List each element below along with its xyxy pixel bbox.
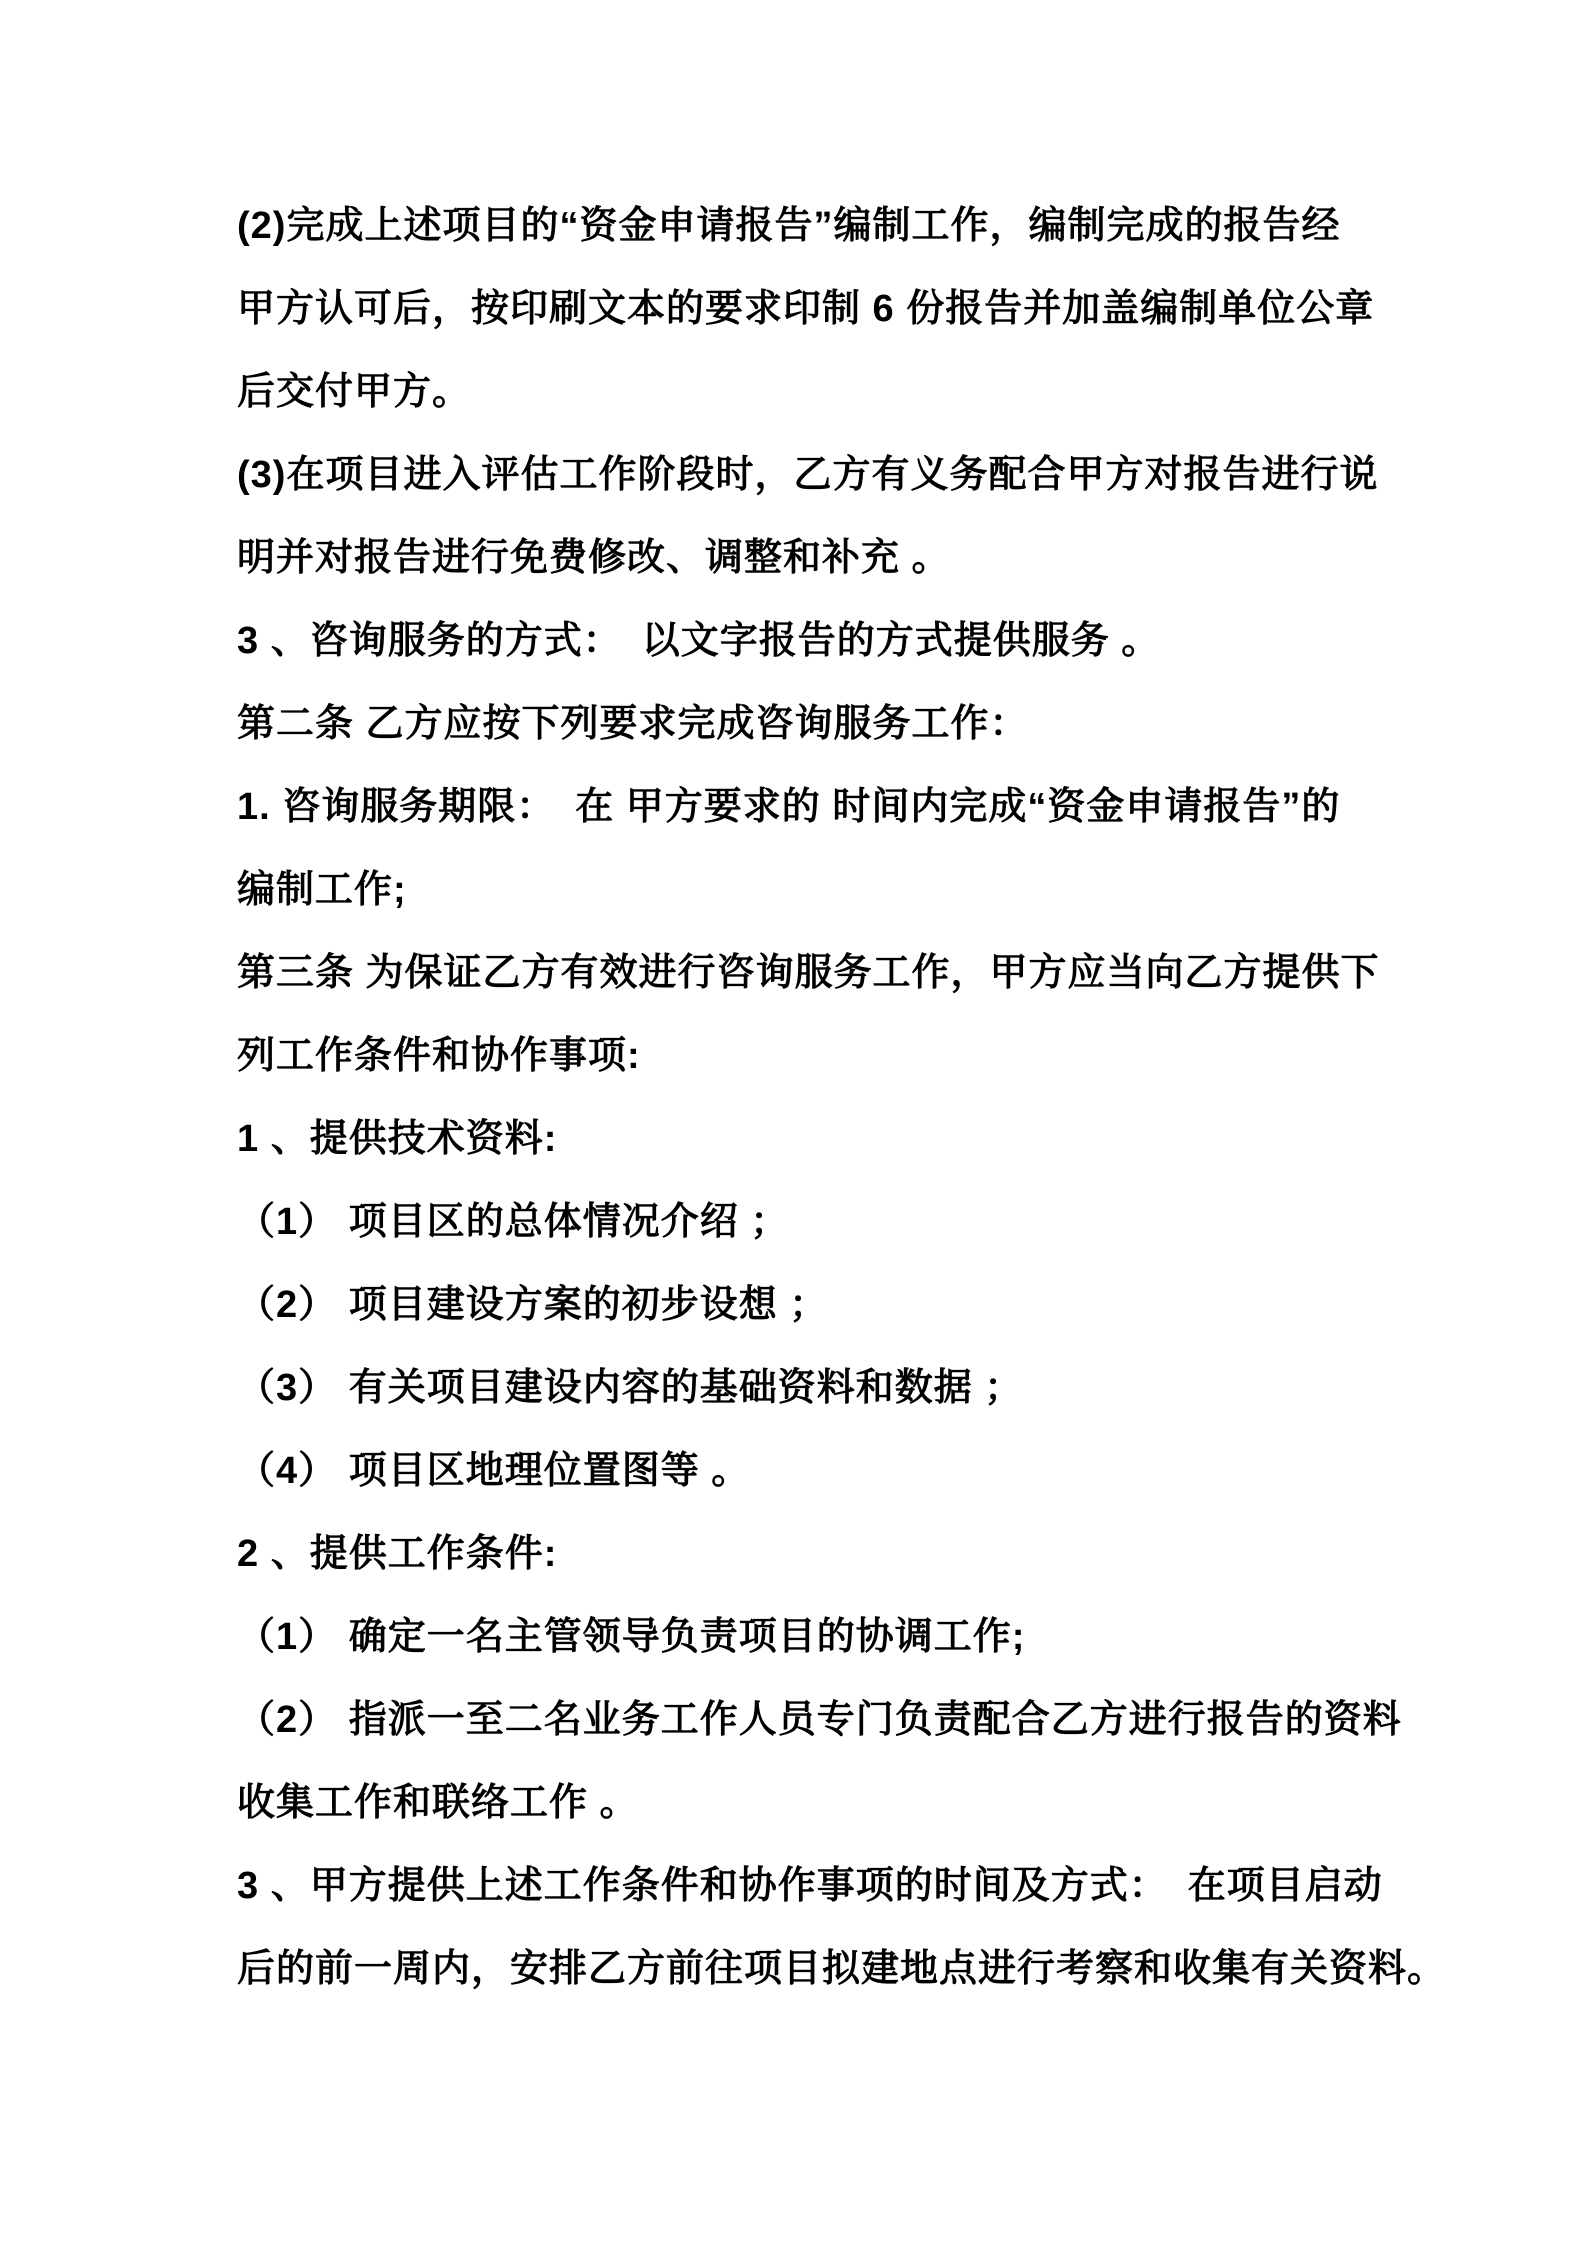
document-line: （3） 有关项目建设内容的基础资料和数据 ； bbox=[237, 1367, 1024, 1409]
document-line: 1 、提供技术资料: bbox=[237, 1118, 558, 1160]
document-line: （1） 项目区的总体情况介绍 ； bbox=[237, 1201, 790, 1243]
document-line: 甲方认可后，按印刷文本的要求印制 6 份报告并加盖编制单位公章 bbox=[237, 288, 1375, 330]
document-line: 后的前一周内，安排乙方前往项目拟建地点进行考察和收集有关资料。 bbox=[237, 1948, 1447, 1990]
document-line: 2 、提供工作条件: bbox=[237, 1533, 558, 1575]
document-line: 收集工作和联络工作 。 bbox=[237, 1782, 639, 1824]
document-line: 3 、甲方提供上述工作条件和协作事项的时间及方式： 在项目启动 bbox=[237, 1865, 1383, 1907]
document-line: （4） 项目区地理位置图等 。 bbox=[237, 1450, 751, 1492]
document-line: 编制工作; bbox=[237, 869, 407, 911]
document-line: 1. 咨询服务期限： 在 甲方要求的 时间内完成“资金申请报告”的 bbox=[237, 786, 1341, 828]
document-line: 3 、咨询服务的方式： 以文字报告的方式提供服务 。 bbox=[237, 620, 1161, 662]
document-line: （2） 项目建设方案的初步设想 ； bbox=[237, 1284, 829, 1326]
document-line: 第二条 乙方应按下列要求完成咨询服务工作： bbox=[237, 703, 1029, 745]
document-line: 后交付甲方。 bbox=[237, 371, 472, 413]
document-line: （2） 指派一至二名业务工作人员专门负责配合乙方进行报告的资料 bbox=[237, 1699, 1402, 1741]
document-line: 第三条 为保证乙方有效进行咨询服务工作，甲方应当向乙方提供下 bbox=[237, 952, 1380, 994]
document-line: （1） 确定一名主管领导负责项目的协调工作; bbox=[237, 1616, 1026, 1658]
document-line: (3)在项目进入评估工作阶段时，乙方有义务配合甲方对报告进行说 bbox=[237, 454, 1379, 496]
document-line: 列工作条件和协作事项: bbox=[237, 1035, 641, 1077]
document-line: (2)完成上述项目的“资金申请报告”编制工作，编制完成的报告经 bbox=[237, 205, 1341, 247]
document-text-block bbox=[237, 185, 1447, 2011]
document-line: 明并对报告进行免费修改、调整和补充 。 bbox=[237, 537, 951, 579]
